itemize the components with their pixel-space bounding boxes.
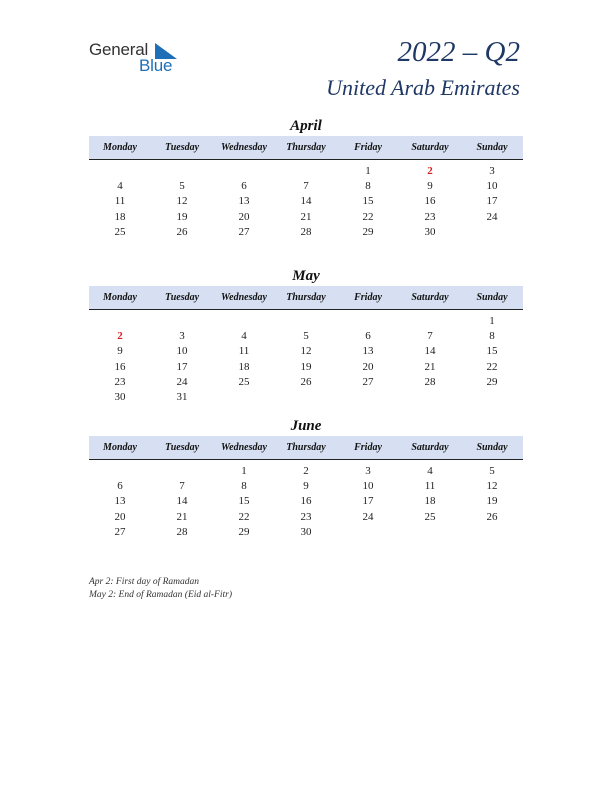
day-cell: 30 (424, 225, 436, 238)
weekday-label: Saturday (411, 442, 449, 453)
day-cell: 22 (238, 510, 250, 523)
day-cell: 29 (486, 375, 498, 388)
month-calendar-april (89, 116, 523, 239)
day-cell: 24 (176, 375, 188, 388)
weekday-label: Friday (354, 442, 382, 453)
day-cell: 28 (300, 225, 312, 238)
weekday-label: Friday (354, 142, 382, 153)
day-cell: 31 (176, 391, 188, 404)
weekday-label: Sunday (476, 442, 508, 453)
week-row (89, 478, 523, 493)
day-cell: 3 (179, 329, 185, 342)
day-cell: 24 (486, 210, 498, 223)
day-cell: 23 (424, 210, 436, 223)
day-cell: 30 (114, 391, 126, 404)
day-cell: 8 (241, 479, 247, 492)
day-cell: 8 (365, 179, 371, 192)
day-cell: 17 (486, 195, 498, 208)
weekday-label: Thursday (286, 292, 326, 303)
week-row (89, 509, 523, 524)
day-cell: 13 (114, 495, 126, 508)
day-cell: 5 (303, 329, 309, 342)
day-cell: 2 (427, 164, 433, 177)
month-name: June (290, 418, 322, 434)
week-row (89, 524, 523, 539)
day-cell: 9 (427, 179, 433, 192)
day-cell: 10 (176, 345, 188, 358)
day-cell: 12 (300, 345, 312, 358)
day-cell: 25 (238, 375, 250, 388)
day-cell: 26 (300, 375, 312, 388)
day-cell: 25 (424, 510, 436, 523)
day-cell: 29 (362, 225, 374, 238)
month-name: April (290, 118, 322, 134)
day-cell: 12 (176, 195, 188, 208)
weekday-label: Monday (103, 292, 137, 303)
day-cell: 21 (176, 510, 188, 523)
day-cell: 27 (114, 525, 126, 538)
day-cell: 4 (117, 179, 123, 192)
day-cell: 30 (300, 525, 312, 538)
day-cell: 4 (241, 329, 247, 342)
day-cell: 1 (241, 464, 247, 477)
weekday-label: Tuesday (164, 292, 200, 303)
holiday-note: Apr 2: First day of Ramadan (89, 577, 200, 587)
logo-text-general: General (89, 40, 149, 59)
day-cell: 26 (176, 225, 188, 238)
day-cell: 21 (424, 360, 436, 373)
day-cell: 27 (238, 225, 250, 238)
day-cell: 10 (486, 179, 498, 192)
day-cell: 9 (303, 479, 309, 492)
weekday-label: Tuesday (164, 142, 200, 153)
weekday-header-row (89, 286, 523, 310)
day-cell: 14 (300, 195, 312, 208)
page-title: 2022 – Q2 (397, 36, 520, 68)
week-row (89, 374, 523, 389)
day-cell: 23 (300, 510, 312, 523)
day-cell: 9 (117, 345, 123, 358)
day-cell: 1 (365, 164, 371, 177)
day-cell: 11 (114, 195, 126, 208)
weekday-label: Friday (354, 292, 382, 303)
day-cell: 8 (489, 329, 495, 342)
day-cell: 5 (489, 464, 495, 477)
weekday-label: Sunday (476, 142, 508, 153)
day-cell: 14 (176, 495, 188, 508)
day-cell: 7 (179, 479, 185, 492)
day-cell: 18 (238, 360, 250, 373)
holiday-notes (89, 576, 232, 601)
day-cell: 19 (486, 495, 498, 508)
day-cell: 5 (179, 179, 185, 192)
day-cell: 28 (176, 525, 188, 538)
weekday-label: Tuesday (164, 442, 200, 453)
week-row (89, 494, 523, 509)
day-cell: 20 (362, 360, 374, 373)
day-cell: 15 (486, 345, 498, 358)
day-cell: 11 (424, 479, 436, 492)
month-calendar-may (89, 266, 523, 405)
day-cell: 2 (117, 329, 123, 342)
day-cell: 6 (241, 179, 247, 192)
month-name: May (292, 268, 320, 284)
week-row (89, 224, 523, 239)
week-row (89, 328, 523, 343)
day-cell: 10 (362, 479, 374, 492)
day-cell: 22 (362, 210, 374, 223)
day-cell: 6 (117, 479, 123, 492)
day-cell: 26 (486, 510, 498, 523)
day-cell: 17 (362, 495, 374, 508)
weekday-label: Saturday (411, 292, 449, 303)
day-cell: 15 (362, 195, 374, 208)
day-cell: 2 (303, 464, 309, 477)
day-cell: 3 (365, 464, 371, 477)
day-cell: 11 (238, 345, 250, 358)
day-cell: 20 (238, 210, 250, 223)
weekday-label: Monday (103, 142, 137, 153)
day-cell: 28 (424, 375, 436, 388)
day-cell: 3 (489, 164, 495, 177)
weekday-label: Thursday (286, 442, 326, 453)
week-row (89, 344, 523, 359)
day-cell: 23 (114, 375, 126, 388)
day-cell: 18 (424, 495, 436, 508)
weekday-label: Monday (103, 442, 137, 453)
day-cell: 13 (362, 345, 374, 358)
week-row (89, 209, 523, 224)
day-cell: 16 (114, 360, 126, 373)
page-subtitle: United Arab Emirates (326, 75, 520, 100)
day-cell: 16 (300, 495, 312, 508)
day-cell: 14 (424, 345, 436, 358)
weekday-label: Sunday (476, 292, 508, 303)
day-cell: 6 (365, 329, 371, 342)
week-row (89, 178, 523, 193)
day-cell: 17 (176, 360, 188, 373)
weekday-label: Wednesday (221, 142, 267, 153)
day-cell: 4 (427, 464, 433, 477)
day-cell: 7 (303, 179, 309, 192)
week-row (89, 359, 523, 374)
weekday-label: Wednesday (221, 442, 267, 453)
day-cell: 7 (427, 329, 433, 342)
day-cell: 22 (486, 360, 498, 373)
logo-text-blue: Blue (139, 56, 173, 75)
day-cell: 16 (424, 195, 436, 208)
day-cell: 19 (300, 360, 312, 373)
week-row (89, 389, 523, 404)
day-cell: 25 (114, 225, 126, 238)
day-cell: 15 (238, 495, 250, 508)
brand-logo (89, 40, 189, 76)
week-row (89, 163, 523, 178)
weekday-label: Wednesday (221, 292, 267, 303)
weekday-label: Thursday (286, 142, 326, 153)
week-row (89, 463, 523, 478)
day-cell: 24 (362, 510, 374, 523)
month-calendar-june (89, 416, 523, 539)
day-cell: 1 (489, 314, 495, 327)
weekday-label: Saturday (411, 142, 449, 153)
holiday-note: May 2: End of Ramadan (Eid al-Fitr) (89, 589, 233, 600)
day-cell: 13 (238, 195, 250, 208)
weekday-header-row (89, 136, 523, 160)
day-cell: 20 (114, 510, 126, 523)
day-cell: 12 (486, 479, 498, 492)
week-row (89, 194, 523, 209)
day-cell: 29 (238, 525, 250, 538)
day-cell: 21 (300, 210, 312, 223)
day-cell: 18 (114, 210, 126, 223)
weekday-header-row (89, 436, 523, 460)
week-row (89, 313, 523, 328)
day-cell: 27 (362, 375, 374, 388)
day-cell: 19 (176, 210, 188, 223)
